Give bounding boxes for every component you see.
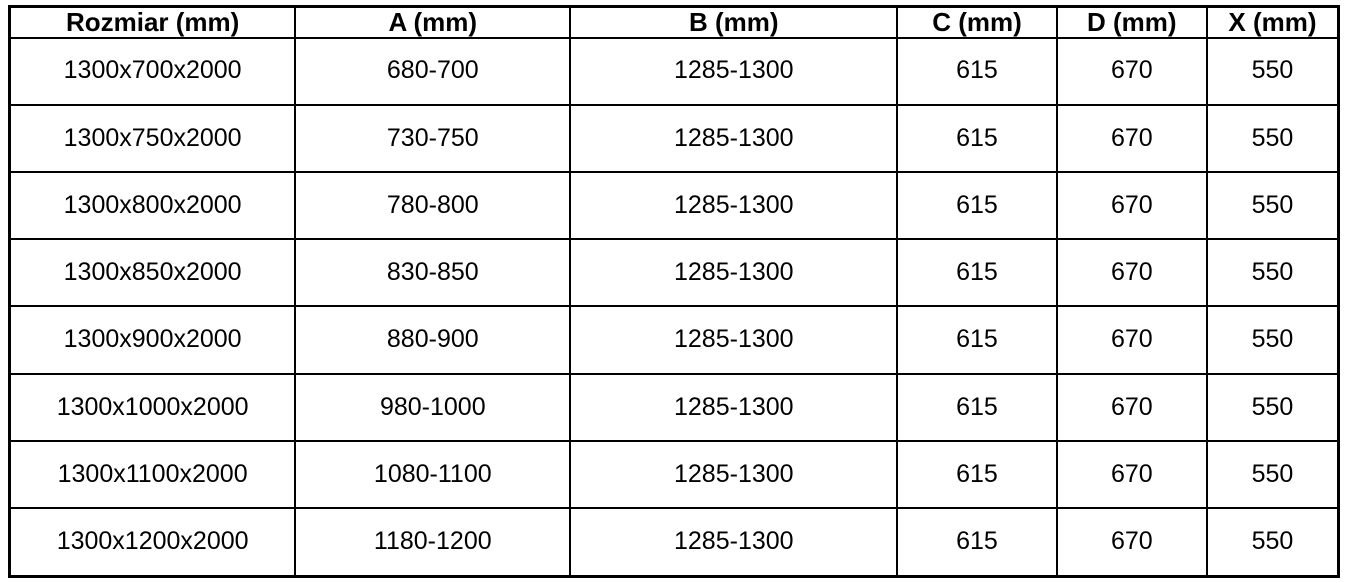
table-row (10, 105, 1339, 172)
table-row (10, 374, 1339, 441)
table-cell-b: 1285-1300 (570, 38, 897, 105)
table-cell-c: 615 (897, 105, 1056, 172)
table-cell-rozmiar: 1300x700x2000 (10, 38, 296, 105)
table-cell-d: 670 (1057, 306, 1207, 373)
table-cell-x: 550 (1207, 105, 1339, 172)
table-cell-x: 550 (1207, 38, 1339, 105)
table-cell-x: 550 (1207, 306, 1339, 373)
table-cell-b: 1285-1300 (570, 508, 897, 576)
column-header-x: X (mm) (1207, 7, 1339, 38)
table-cell-c: 615 (897, 306, 1056, 373)
table-row (10, 38, 1339, 105)
table-cell-x: 550 (1207, 441, 1339, 508)
table-cell-a: 1080-1100 (295, 441, 570, 508)
table-row (10, 172, 1339, 239)
table-cell-d: 670 (1057, 105, 1207, 172)
table-cell-c: 615 (897, 38, 1056, 105)
table-row (10, 508, 1339, 576)
table-cell-x: 550 (1207, 374, 1339, 441)
table-cell-b: 1285-1300 (570, 239, 897, 306)
table-cell-c: 615 (897, 508, 1056, 576)
table-cell-a: 680-700 (295, 38, 570, 105)
table-cell-b: 1285-1300 (570, 441, 897, 508)
table-cell-d: 670 (1057, 508, 1207, 576)
table-row (10, 441, 1339, 508)
table-cell-d: 670 (1057, 38, 1207, 105)
table-cell-x: 550 (1207, 172, 1339, 239)
table-cell-d: 670 (1057, 172, 1207, 239)
table-cell-x: 550 (1207, 239, 1339, 306)
table-cell-a: 1180-1200 (295, 508, 570, 576)
table-header (10, 7, 1339, 38)
table-row (10, 306, 1339, 373)
table-cell-rozmiar: 1300x850x2000 (10, 239, 296, 306)
dimensions-table (8, 5, 1340, 578)
column-header-rozmiar: Rozmiar (mm) (10, 7, 296, 38)
column-header-d: D (mm) (1057, 7, 1207, 38)
table-cell-c: 615 (897, 172, 1056, 239)
table-cell-a: 880-900 (295, 306, 570, 373)
table-cell-rozmiar: 1300x750x2000 (10, 105, 296, 172)
table-cell-c: 615 (897, 239, 1056, 306)
table-body (10, 38, 1339, 577)
column-header-c: C (mm) (897, 7, 1056, 38)
table-cell-rozmiar: 1300x1000x2000 (10, 374, 296, 441)
table-cell-a: 780-800 (295, 172, 570, 239)
table-cell-a: 980-1000 (295, 374, 570, 441)
table-cell-c: 615 (897, 374, 1056, 441)
table-cell-rozmiar: 1300x800x2000 (10, 172, 296, 239)
table-row (10, 239, 1339, 306)
table-cell-d: 670 (1057, 441, 1207, 508)
column-header-a: A (mm) (295, 7, 570, 38)
column-header-b: B (mm) (570, 7, 897, 38)
table-cell-rozmiar: 1300x1100x2000 (10, 441, 296, 508)
table-cell-b: 1285-1300 (570, 105, 897, 172)
table-cell-d: 670 (1057, 239, 1207, 306)
table-cell-a: 830-850 (295, 239, 570, 306)
table-cell-rozmiar: 1300x1200x2000 (10, 508, 296, 576)
table-cell-b: 1285-1300 (570, 172, 897, 239)
table-cell-b: 1285-1300 (570, 306, 897, 373)
table-cell-d: 670 (1057, 374, 1207, 441)
table-cell-c: 615 (897, 441, 1056, 508)
table-cell-x: 550 (1207, 508, 1339, 576)
table-cell-b: 1285-1300 (570, 374, 897, 441)
header-row (10, 7, 1339, 38)
table-cell-a: 730-750 (295, 105, 570, 172)
table-cell-rozmiar: 1300x900x2000 (10, 306, 296, 373)
